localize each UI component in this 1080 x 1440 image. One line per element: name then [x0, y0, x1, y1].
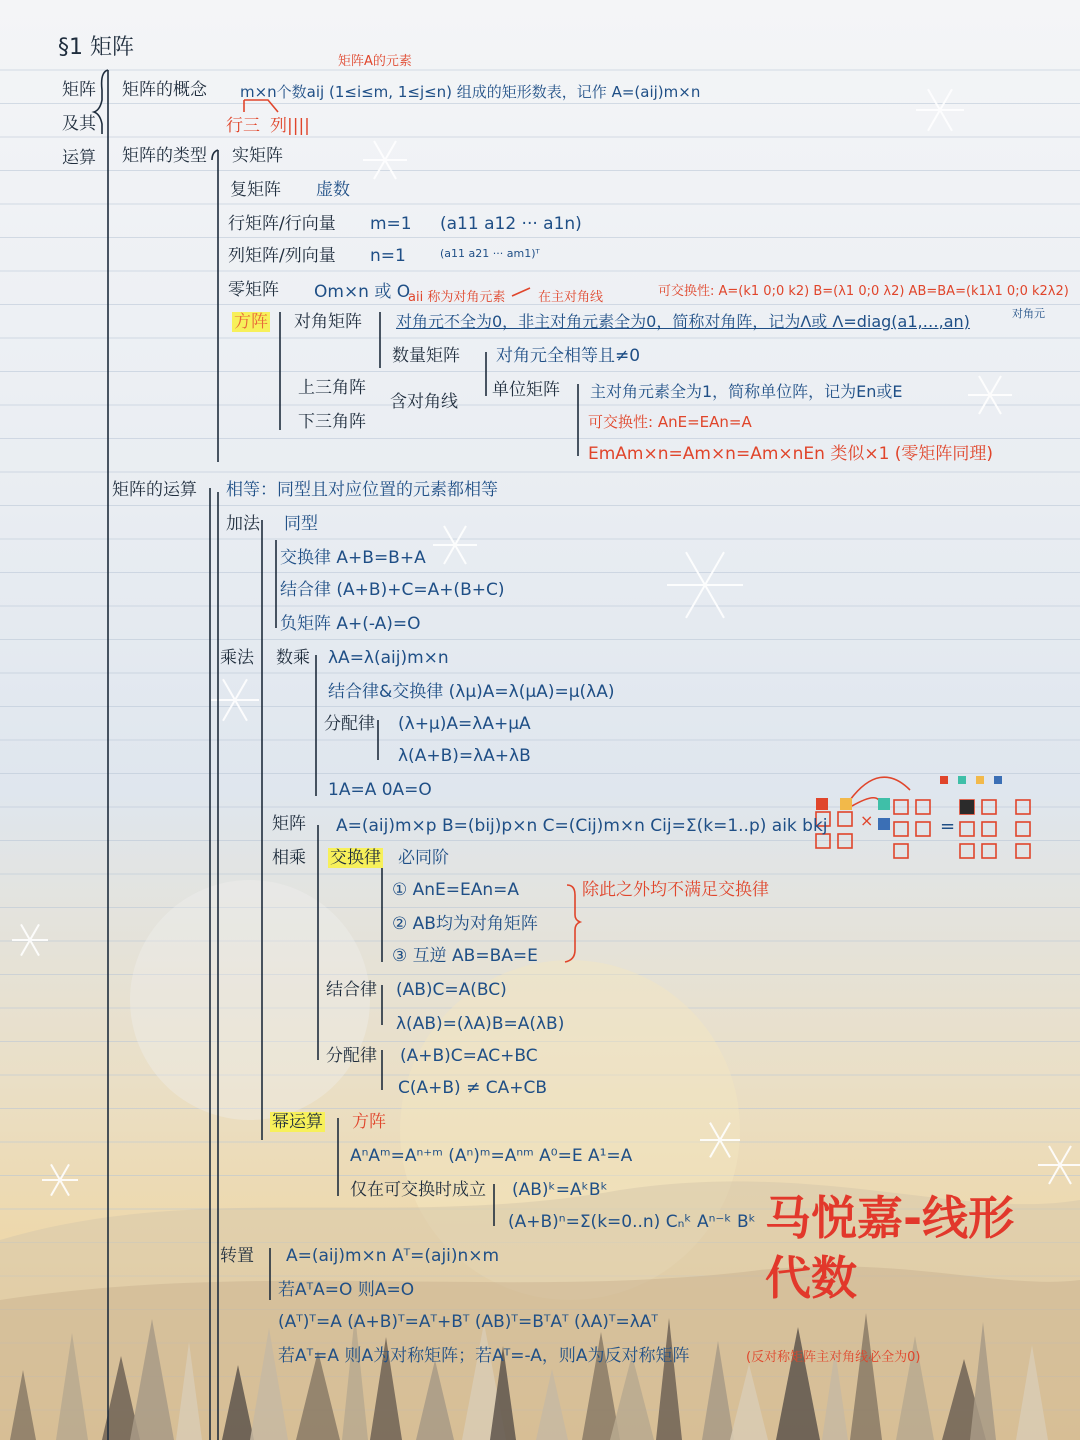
scalar-distributive: 分配律	[324, 714, 375, 734]
watermark-line-1: 马悦嘉-线形	[765, 1191, 1015, 1245]
associative-label: 结合律	[326, 980, 377, 1000]
concept-definition: m×n个数aij (1≤i≤m, 1≤j≤n) 组成的矩形数表，记作 A=(aij)m×n	[240, 83, 701, 101]
main-diagonal-note: 在主对角线	[538, 290, 604, 305]
complex-note: 虚数	[316, 180, 350, 200]
associative-2: λ(AB)=(λA)B=A(λB)	[396, 1014, 565, 1034]
upper-triangular: 上三角阵	[298, 378, 366, 398]
section-title: §1 矩阵	[58, 35, 134, 60]
power-rule-2: (A+B)ⁿ=Σ(k=0..n) Cₙᵏ Aⁿ⁻ᵏ Bᵏ	[508, 1212, 756, 1232]
distributive-2: λ(A+B)=λA+λB	[398, 746, 531, 766]
zero-matrix: 零矩阵	[228, 280, 279, 300]
distributive-b: C(A+B) ≠ CA+CB	[398, 1078, 547, 1098]
zero-definition: Om×n 或 O	[314, 282, 411, 302]
distributive-label: 分配律	[326, 1046, 377, 1066]
row-example: (a11 a12 ··· a1n)	[440, 214, 582, 234]
chapter-label-1: 矩阵	[62, 80, 96, 100]
commutative-label: 交换律	[330, 848, 381, 868]
diagonal-definition: 对角元不全为0，非主对角元素全为0，简称对角阵，记为Λ或 Λ=diag(a1,…,an)	[396, 312, 970, 331]
commutative-note: 除此之外均不满足交换律	[582, 880, 769, 900]
svg-text:×: ×	[860, 811, 874, 830]
power-rules: AⁿAᵐ=Aⁿ⁺ᵐ (Aⁿ)ᵐ=Aⁿᵐ A⁰=E A¹=A	[350, 1146, 633, 1166]
row-note: 行三	[226, 116, 260, 136]
matrix-multiply-label-2: 相乘	[272, 848, 306, 868]
complex-matrix: 复矩阵	[230, 180, 281, 200]
row-condition: m=1	[370, 214, 412, 234]
same-type: 同型	[284, 514, 318, 534]
svg-text:=: =	[940, 816, 956, 837]
distributive-a: (A+B)C=AC+BC	[400, 1046, 538, 1066]
power-rule-1: (AB)ᵏ=AᵏBᵏ	[512, 1180, 608, 1200]
diagonal-tail-note: 对角元	[1012, 307, 1045, 320]
power-square: 方阵	[352, 1112, 386, 1132]
unit-commutativity: 可交换性: AnE=EAn=A	[588, 413, 752, 431]
diagonal-matrix: 对角矩阵	[294, 312, 362, 332]
transpose-3: (Aᵀ)ᵀ=A (A+B)ᵀ=Aᵀ+Bᵀ (AB)ᵀ=BᵀAᵀ (λA)ᵀ=λAᵀ	[278, 1312, 658, 1332]
unit-zero-scalar: 1A=A 0A=O	[328, 780, 432, 800]
transpose-2: 若AᵀA=O 则A=O	[278, 1280, 415, 1300]
types-label: 矩阵的类型	[122, 146, 207, 166]
associative-1: (AB)C=A(BC)	[396, 980, 507, 1000]
unit-definition: 主对角元素全为1，简称单位阵，记为En或E	[590, 382, 903, 401]
negative-matrix: 负矩阵 A+(-A)=O	[280, 614, 421, 634]
equality-rule: 相等：同型且对应位置的元素都相等	[226, 480, 498, 500]
concept-label: 矩阵的概念	[122, 80, 207, 100]
square-matrix: 方阵	[234, 312, 268, 332]
scalar-matrix: 数量矩阵	[392, 346, 460, 366]
author-watermark	[765, 1188, 1014, 1308]
transpose-note: (反对称矩阵主对角线必全为0)	[746, 1350, 921, 1365]
power-label: 幂运算	[272, 1112, 323, 1132]
scalar-associative: 结合律&交换律 (λμ)A=λ(μA)=μ(λA)	[328, 682, 615, 702]
addition-commutative: 交换律 A+B=B+A	[280, 548, 426, 568]
column-condition: n=1	[370, 246, 406, 266]
multiplication-label: 乘法	[220, 648, 254, 668]
matrix-product-definition: A=(aij)m×p B=(bij)p×n C=(Cij)m×n Cij=Σ(k=1..p) aik bkj	[336, 816, 828, 836]
lower-triangular: 下三角阵	[298, 412, 366, 432]
unit-matrix: 单位矩阵	[492, 380, 560, 400]
commutative-case-2: ② AB均为对角矩阵	[392, 914, 538, 934]
transpose-1: A=(aij)m×n Aᵀ=(aji)n×m	[286, 1246, 500, 1266]
unit-equation: EmAm×n=Am×n=Am×nEn 类似×1 (零矩阵同理)	[588, 444, 994, 464]
real-matrix: 实矩阵	[232, 146, 283, 166]
commutativity-note: 可交换性: A=(k1 0;0 k2) B=(λ1 0;0 λ2) AB=BA=(k1λ1 0;0 k2λ2)	[658, 284, 1069, 299]
commutative-case-1: ① AnE=EAn=A	[392, 880, 520, 900]
transpose-label: 转置	[220, 1246, 254, 1266]
scalar-multiplication: 数乘	[276, 648, 310, 668]
commutative-case-3: ③ 互逆 AB=BA=E	[392, 946, 538, 966]
matrix-multiply-label: 矩阵	[272, 814, 306, 834]
column-matrix: 列矩阵/列向量	[228, 246, 336, 266]
chapter-label-2: 及其	[62, 114, 96, 134]
commutative-requirement: 必同阶	[398, 848, 449, 868]
triangular-note: 含对角线	[390, 392, 458, 412]
aii-note: aii 称为对角元素	[408, 290, 506, 305]
operations-label: 矩阵的运算	[112, 480, 197, 500]
element-note: 矩阵A的元素	[338, 54, 412, 69]
addition-associative: 结合律 (A+B)+C=A+(B+C)	[280, 580, 505, 600]
chapter-label-3: 运算	[62, 148, 96, 168]
scalar-definition: 对角元全相等且≠0	[496, 346, 641, 366]
column-example: (a11 a21 ··· am1)ᵀ	[440, 247, 540, 260]
addition-label: 加法	[226, 514, 260, 534]
watermark-line-2: 代数	[765, 1251, 857, 1305]
distributive-1: (λ+μ)A=λA+μA	[398, 714, 531, 734]
power-condition: 仅在可交换时成立	[350, 1180, 486, 1200]
transpose-4: 若Aᵀ=A 则A为对称矩阵；若Aᵀ=-A，则A为反对称矩阵	[278, 1346, 690, 1366]
row-matrix: 行矩阵/行向量	[228, 214, 336, 234]
column-note: 列||||	[270, 116, 310, 136]
scalar-definition: λA=λ(aij)m×n	[328, 648, 449, 668]
